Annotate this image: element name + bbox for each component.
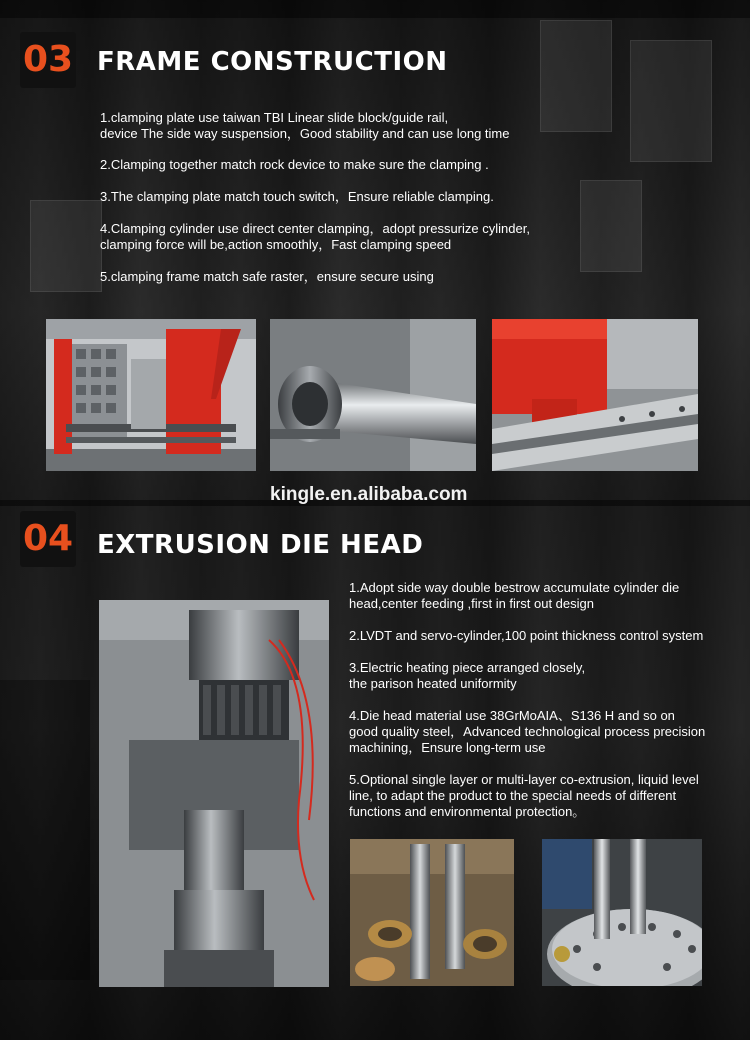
feature-paragraph: 1.clamping plate use taiwan TBI Linear slide block/guide rail, device The side way suspension，Good stability and can use long time	[100, 110, 510, 141]
feature-paragraph: 4.Clamping cylinder use direct center clamping，adopt pressurize cylinder, clamping force will be,action smoothly，Fast clamping speed	[100, 221, 530, 252]
feature-paragraph: 5.Optional single layer or multi-layer co-extrusion, liquid level line, to adapt the product to the special needs of different functions and environmental protection。	[349, 772, 699, 819]
section-number: 03	[20, 32, 76, 88]
feature-paragraph: 4.Die head material use 38GrMoAIA、S136 H and so on good quality steel，Advanced technological process precision machining，Ensure long-term use	[349, 708, 706, 755]
die-head-photo	[99, 600, 329, 987]
die-flange-photo	[542, 839, 702, 986]
background-window	[30, 200, 102, 292]
background-window	[630, 40, 712, 162]
clamping-frame-photo	[46, 319, 256, 471]
feature-paragraph: 2.Clamping together match rock device to make sure the clamping .	[100, 157, 489, 172]
die-parts-photo	[350, 839, 514, 986]
feature-paragraph: 2.LVDT and servo-cylinder,100 point thickness control system	[349, 628, 704, 643]
section-title: FRAME CONSTRUCTION	[97, 47, 448, 77]
feature-paragraph: 3.Electric heating piece arranged closely, the parison heated uniformity	[349, 660, 586, 691]
section-number: 04	[20, 511, 76, 567]
section-title: EXTRUSION DIE HEAD	[97, 530, 424, 560]
feature-paragraph: 5.clamping frame match safe raster，ensure secure using	[100, 269, 434, 284]
feature-paragraph: 3.The clamping plate match touch switch，Ensure reliable clamping.	[100, 189, 494, 204]
watermark-text: kingle.en.alibaba.com	[270, 484, 468, 505]
background-machinery	[0, 680, 90, 980]
feature-paragraph: 1.Adopt side way double bestrow accumulate cylinder die head,center feeding ,first in first out design	[349, 580, 680, 611]
background-beam	[0, 0, 750, 18]
clamping-cylinder-photo	[270, 319, 476, 471]
guide-rail-photo	[492, 319, 698, 471]
